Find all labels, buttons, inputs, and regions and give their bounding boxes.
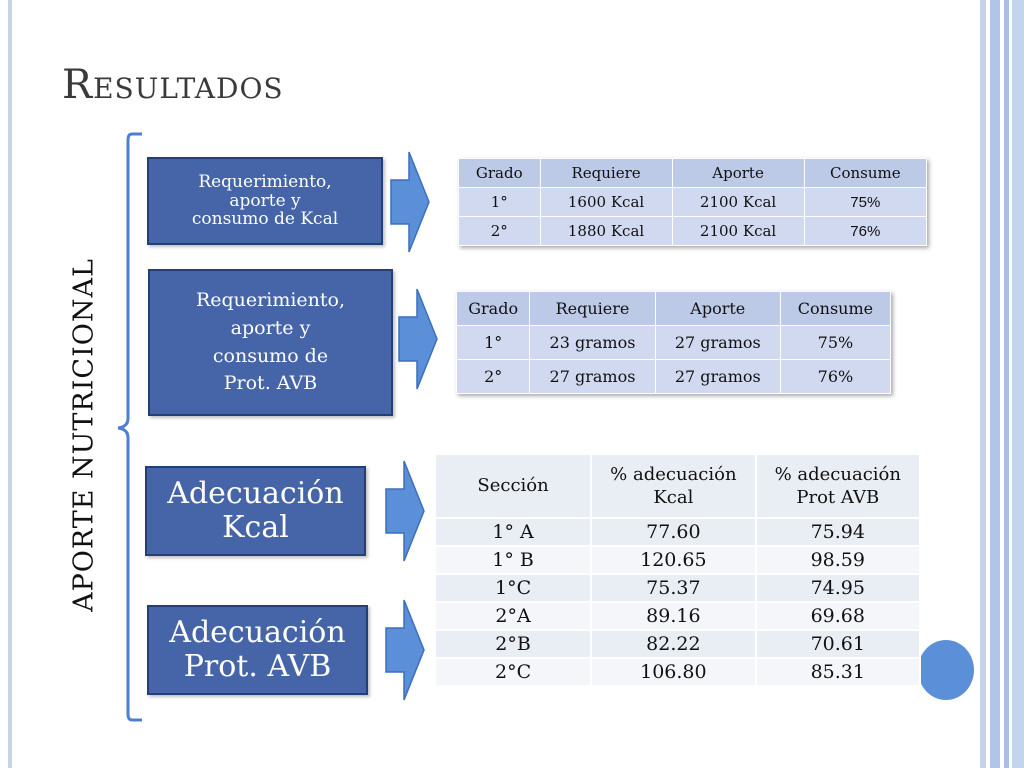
table-cell: 89.16 xyxy=(591,602,755,630)
table-cell: 27 gramos xyxy=(655,326,780,360)
table-row xyxy=(459,188,927,217)
column-header: Consume xyxy=(780,292,890,326)
column-header: Grado xyxy=(459,159,541,188)
table-cell: 2100 Kcal xyxy=(672,217,804,246)
table-cell: 85.31 xyxy=(756,658,920,686)
table-cell: 2° xyxy=(459,217,541,246)
table-cell: 1° A xyxy=(435,518,591,546)
box-line: Adecuación xyxy=(167,475,344,511)
left-brace xyxy=(108,130,148,730)
table-cell: 2°C xyxy=(435,658,591,686)
kcal-table xyxy=(458,158,927,246)
table-cell: 1° B xyxy=(435,546,591,574)
table-cell: 75% xyxy=(780,326,890,360)
left-frame-rule xyxy=(8,0,12,768)
table-cell: 2°A xyxy=(435,602,591,630)
table-cell: 75.37 xyxy=(591,574,755,602)
table-cell: 2°B xyxy=(435,630,591,658)
table-row xyxy=(459,217,927,246)
box-kcal-adequacy xyxy=(145,466,366,556)
table-row xyxy=(435,602,920,630)
column-header: Grado xyxy=(457,292,530,326)
table-cell: 23 gramos xyxy=(530,326,655,360)
column-header: % adecuación Prot AVB xyxy=(756,454,920,518)
table-row xyxy=(457,326,891,360)
right-frame-stripe xyxy=(1004,0,1009,768)
table-row xyxy=(435,574,920,602)
right-arrow-icon xyxy=(397,287,439,391)
table-cell: 27 gramos xyxy=(530,360,655,394)
table-row xyxy=(457,360,891,394)
box-line: consumo de Kcal xyxy=(191,209,339,230)
box-line: aporte y xyxy=(229,190,301,211)
box-line: Requerimiento, xyxy=(195,289,346,312)
right-arrow-icon xyxy=(389,150,431,254)
right-frame-stripe xyxy=(980,0,986,768)
column-header: Requiere xyxy=(530,292,655,326)
table-cell: 76% xyxy=(780,360,890,394)
box-protein-adequacy xyxy=(147,605,368,695)
column-header: Consume xyxy=(804,159,926,188)
box-line: Prot. AVB xyxy=(183,649,332,684)
box-line: Kcal xyxy=(222,510,289,545)
table-cell: 1° xyxy=(457,326,530,360)
right-arrow-icon xyxy=(384,598,426,702)
table-cell: 1880 Kcal xyxy=(540,217,672,246)
decorative-circle xyxy=(918,640,974,700)
table-row xyxy=(435,546,920,574)
column-header: % adecuación Kcal xyxy=(591,454,755,518)
table-header-row xyxy=(435,454,920,518)
box-protein-requirement xyxy=(148,269,393,416)
column-header: Aporte xyxy=(655,292,780,326)
table-cell: 75% xyxy=(804,188,926,217)
table-row xyxy=(435,630,920,658)
right-frame-stripe xyxy=(1012,0,1024,768)
table-cell: 106.80 xyxy=(591,658,755,686)
table-cell: 70.61 xyxy=(756,630,920,658)
box-line: aporte y xyxy=(230,316,311,339)
table-cell: 27 gramos xyxy=(655,360,780,394)
column-header: Sección xyxy=(435,454,591,518)
table-cell: 82.22 xyxy=(591,630,755,658)
table-cell: 75.94 xyxy=(756,518,920,546)
vertical-section-label: APORTE NUTRICIONAL xyxy=(68,258,100,612)
table-cell: 69.68 xyxy=(756,602,920,630)
slide-title: Resultados xyxy=(62,62,284,108)
table-cell: 77.60 xyxy=(591,518,755,546)
box-line: consumo de xyxy=(212,344,329,367)
box-line: Adecuación xyxy=(169,614,346,650)
box-line: Requerimiento, xyxy=(198,171,332,192)
table-row xyxy=(435,658,920,686)
table-cell: 120.65 xyxy=(591,546,755,574)
column-header: Requiere xyxy=(540,159,672,188)
table-cell: 1°C xyxy=(435,574,591,602)
box-kcal-requirement xyxy=(147,157,383,245)
table-cell: 98.59 xyxy=(756,546,920,574)
table-cell: 2° xyxy=(457,360,530,394)
table-row xyxy=(435,518,920,546)
table-cell: 2100 Kcal xyxy=(672,188,804,217)
column-header: Aporte xyxy=(672,159,804,188)
protein-table xyxy=(456,291,891,394)
table-cell: 1600 Kcal xyxy=(540,188,672,217)
table-header-row xyxy=(457,292,891,326)
table-cell: 76% xyxy=(804,217,926,246)
table-cell: 1° xyxy=(459,188,541,217)
table-header-row xyxy=(459,159,927,188)
table-cell: 74.95 xyxy=(756,574,920,602)
right-arrow-icon xyxy=(384,459,426,563)
adequacy-table xyxy=(434,453,921,687)
right-frame-stripe xyxy=(990,0,1000,768)
box-line: Prot. AVB xyxy=(223,372,318,395)
